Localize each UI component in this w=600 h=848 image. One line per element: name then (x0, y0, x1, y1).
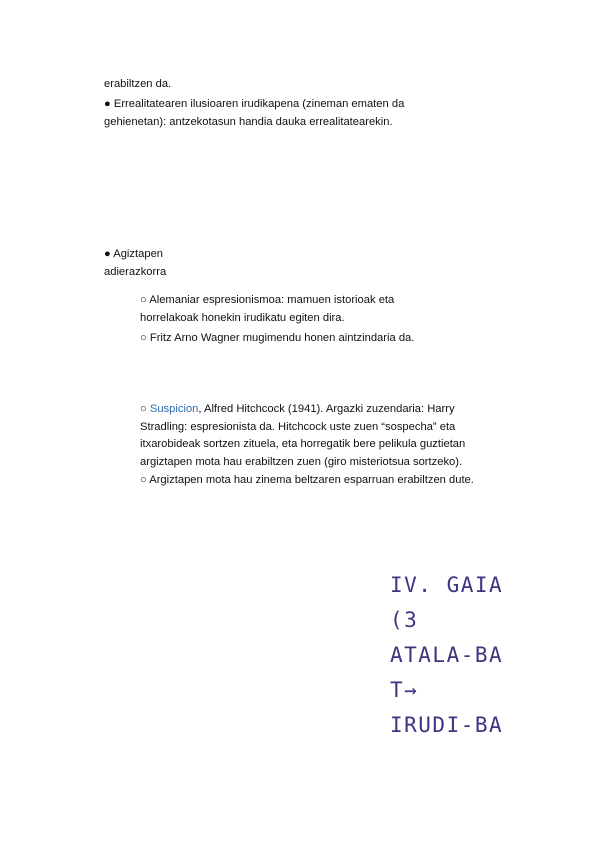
subitem-fritz-arno-wagner: ○ Fritz Arno Wagner mugimendu honen aintzindaria da. (140, 332, 415, 344)
subitem-bullet: ○ (140, 403, 150, 415)
subitem-film-noir: ○ Argiztapen mota hau zinema beltzaren esparruan erabiltzen dute. (140, 474, 474, 486)
heading-line-1: IV. GAIA (390, 573, 504, 597)
subitem-suspicion (140, 401, 500, 471)
heading-line-3: ATALA-BA (390, 643, 504, 667)
heading-line-4: T→ (390, 678, 419, 702)
subitem-german-expressionism: ○ Alemaniar espresionismoa: mamuen istorioak eta horrelakoak honekin irudikatu egiten dira. (140, 294, 398, 324)
suspicion-link[interactable]: Suspicion (149, 403, 199, 415)
paragraph-continuation: erabiltzen da. (104, 78, 172, 90)
heading-line-2: (3 (390, 608, 419, 632)
chapter-heading (390, 568, 503, 743)
heading-line-5: IRUDI-BA (390, 713, 504, 737)
bullet-paragraph-realism: ● Errealitatearen ilusioaren irudikapena (zineman ematen da gehienetan): antzekotasun handia dauka errealitatearekin. (104, 98, 408, 128)
subitem-suspicion-text: , Alfred Hitchcock (1941). Argazki zuzendaria: Harry Stradling: espresionista da. Hitchcock uste zuen “sospecha” eta itxarobideak sortzen zituela, eta horregatik bere pelikula guztietan argiztapen mota hau erabiltzen zuen (giro misteriotsua sortzeko). (140, 403, 469, 468)
bullet-paragraph-expressive-lighting: ● Agiztapen adierazkorra (104, 248, 167, 278)
